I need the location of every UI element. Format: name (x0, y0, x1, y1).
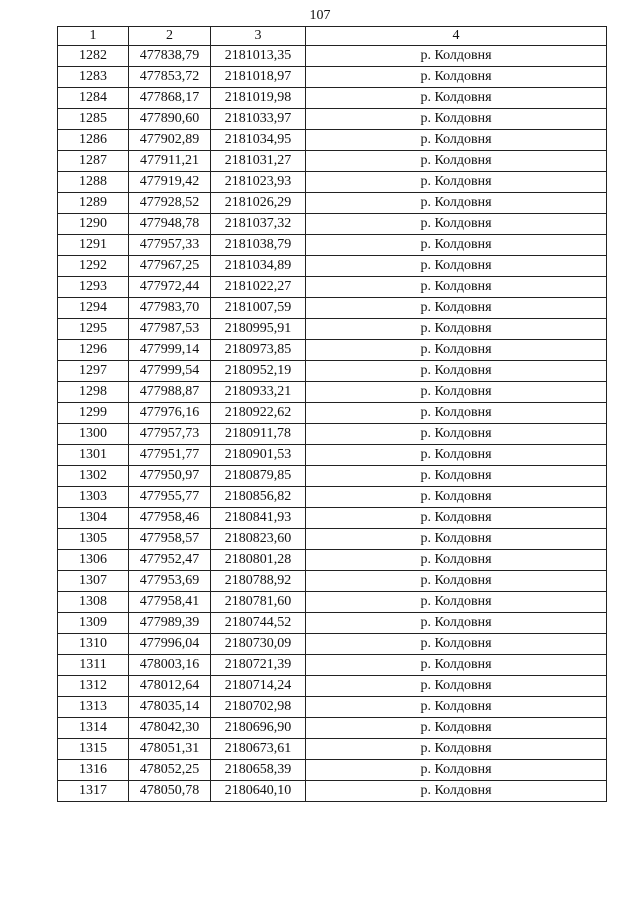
table-row (58, 739, 607, 760)
table-row (58, 340, 607, 361)
table-header-row (58, 27, 607, 46)
point-number-cell: 1285 (58, 109, 129, 130)
description-cell: р. Колдовня (306, 67, 607, 88)
table-row (58, 130, 607, 151)
description-cell: р. Колдовня (306, 760, 607, 781)
point-number-cell: 1294 (58, 298, 129, 319)
table-row (58, 277, 607, 298)
description-cell: р. Колдовня (306, 319, 607, 340)
point-number-cell: 1292 (58, 256, 129, 277)
description-cell: р. Колдовня (306, 781, 607, 802)
table-row (58, 193, 607, 214)
point-number-cell: 1316 (58, 760, 129, 781)
x-coordinate-cell: 478051,31 (129, 739, 211, 760)
table-row (58, 151, 607, 172)
y-coordinate-cell: 2180744,52 (211, 613, 306, 634)
point-number-cell: 1310 (58, 634, 129, 655)
point-number-cell: 1288 (58, 172, 129, 193)
point-number-cell: 1284 (58, 88, 129, 109)
y-coordinate-cell: 2181026,29 (211, 193, 306, 214)
description-cell: р. Колдовня (306, 235, 607, 256)
x-coordinate-cell: 477948,78 (129, 214, 211, 235)
y-coordinate-cell: 2180933,21 (211, 382, 306, 403)
y-coordinate-cell: 2181018,97 (211, 67, 306, 88)
y-coordinate-cell: 2181034,95 (211, 130, 306, 151)
table-row (58, 487, 607, 508)
table-row (58, 655, 607, 676)
x-coordinate-cell: 477950,97 (129, 466, 211, 487)
x-coordinate-cell: 477853,72 (129, 67, 211, 88)
x-coordinate-cell: 477967,25 (129, 256, 211, 277)
description-cell: р. Колдовня (306, 193, 607, 214)
x-coordinate-cell: 477919,42 (129, 172, 211, 193)
table-row (58, 46, 607, 67)
y-coordinate-cell: 2180823,60 (211, 529, 306, 550)
point-number-cell: 1293 (58, 277, 129, 298)
description-cell: р. Колдовня (306, 214, 607, 235)
description-cell: р. Колдовня (306, 487, 607, 508)
x-coordinate-cell: 477976,16 (129, 403, 211, 424)
y-coordinate-cell: 2181034,89 (211, 256, 306, 277)
table-row (58, 361, 607, 382)
y-coordinate-cell: 2180658,39 (211, 760, 306, 781)
description-cell: р. Колдовня (306, 361, 607, 382)
point-number-cell: 1317 (58, 781, 129, 802)
point-number-cell: 1308 (58, 592, 129, 613)
description-cell: р. Колдовня (306, 592, 607, 613)
point-number-cell: 1298 (58, 382, 129, 403)
y-coordinate-cell: 2181037,32 (211, 214, 306, 235)
y-coordinate-cell: 2180973,85 (211, 340, 306, 361)
description-cell: р. Колдовня (306, 424, 607, 445)
table-row (58, 298, 607, 319)
point-number-cell: 1303 (58, 487, 129, 508)
point-number-cell: 1315 (58, 739, 129, 760)
description-cell: р. Колдовня (306, 46, 607, 67)
description-cell: р. Колдовня (306, 529, 607, 550)
table-row (58, 697, 607, 718)
y-coordinate-cell: 2180673,61 (211, 739, 306, 760)
table-row (58, 424, 607, 445)
y-coordinate-cell: 2180952,19 (211, 361, 306, 382)
description-cell: р. Колдовня (306, 88, 607, 109)
y-coordinate-cell: 2181022,27 (211, 277, 306, 298)
x-coordinate-cell: 477999,14 (129, 340, 211, 361)
x-coordinate-cell: 477902,89 (129, 130, 211, 151)
table-row (58, 508, 607, 529)
table-row (58, 592, 607, 613)
y-coordinate-cell: 2180788,92 (211, 571, 306, 592)
column-header: 1 (58, 27, 129, 46)
description-cell: р. Колдовня (306, 172, 607, 193)
column-header: 4 (306, 27, 607, 46)
point-number-cell: 1302 (58, 466, 129, 487)
table-row (58, 550, 607, 571)
point-number-cell: 1313 (58, 697, 129, 718)
y-coordinate-cell: 2180781,60 (211, 592, 306, 613)
y-coordinate-cell: 2181023,93 (211, 172, 306, 193)
x-coordinate-cell: 477957,33 (129, 235, 211, 256)
point-number-cell: 1287 (58, 151, 129, 172)
point-number-cell: 1314 (58, 718, 129, 739)
point-number-cell: 1283 (58, 67, 129, 88)
y-coordinate-cell: 2180841,93 (211, 508, 306, 529)
y-coordinate-cell: 2180696,90 (211, 718, 306, 739)
point-number-cell: 1300 (58, 424, 129, 445)
column-header: 3 (211, 27, 306, 46)
y-coordinate-cell: 2181019,98 (211, 88, 306, 109)
point-number-cell: 1295 (58, 319, 129, 340)
column-header: 2 (129, 27, 211, 46)
coordinates-table (57, 26, 607, 802)
description-cell: р. Колдовня (306, 382, 607, 403)
y-coordinate-cell: 2181038,79 (211, 235, 306, 256)
table-row (58, 67, 607, 88)
y-coordinate-cell: 2181013,35 (211, 46, 306, 67)
description-cell: р. Колдовня (306, 109, 607, 130)
table-row (58, 88, 607, 109)
y-coordinate-cell: 2180702,98 (211, 697, 306, 718)
x-coordinate-cell: 477911,21 (129, 151, 211, 172)
description-cell: р. Колдовня (306, 151, 607, 172)
point-number-cell: 1297 (58, 361, 129, 382)
x-coordinate-cell: 477983,70 (129, 298, 211, 319)
x-coordinate-cell: 478003,16 (129, 655, 211, 676)
description-cell: р. Колдовня (306, 655, 607, 676)
x-coordinate-cell: 477989,39 (129, 613, 211, 634)
table-row (58, 571, 607, 592)
y-coordinate-cell: 2180801,28 (211, 550, 306, 571)
point-number-cell: 1306 (58, 550, 129, 571)
table-row (58, 382, 607, 403)
point-number-cell: 1305 (58, 529, 129, 550)
x-coordinate-cell: 478042,30 (129, 718, 211, 739)
y-coordinate-cell: 2180714,24 (211, 676, 306, 697)
table-row (58, 613, 607, 634)
table-row (58, 676, 607, 697)
description-cell: р. Колдовня (306, 718, 607, 739)
y-coordinate-cell: 2180640,10 (211, 781, 306, 802)
table-body (58, 46, 607, 802)
table-row (58, 319, 607, 340)
point-number-cell: 1286 (58, 130, 129, 151)
description-cell: р. Колдовня (306, 298, 607, 319)
x-coordinate-cell: 477952,47 (129, 550, 211, 571)
description-cell: р. Колдовня (306, 277, 607, 298)
point-number-cell: 1311 (58, 655, 129, 676)
table-row (58, 256, 607, 277)
x-coordinate-cell: 477988,87 (129, 382, 211, 403)
table-row (58, 172, 607, 193)
x-coordinate-cell: 478012,64 (129, 676, 211, 697)
table-row (58, 235, 607, 256)
x-coordinate-cell: 477951,77 (129, 445, 211, 466)
table-row (58, 445, 607, 466)
point-number-cell: 1282 (58, 46, 129, 67)
point-number-cell: 1312 (58, 676, 129, 697)
table-row (58, 781, 607, 802)
x-coordinate-cell: 478035,14 (129, 697, 211, 718)
y-coordinate-cell: 2180922,62 (211, 403, 306, 424)
x-coordinate-cell: 477958,41 (129, 592, 211, 613)
y-coordinate-cell: 2180879,85 (211, 466, 306, 487)
x-coordinate-cell: 477958,46 (129, 508, 211, 529)
x-coordinate-cell: 477928,52 (129, 193, 211, 214)
table-row (58, 214, 607, 235)
description-cell: р. Колдовня (306, 130, 607, 151)
x-coordinate-cell: 477953,69 (129, 571, 211, 592)
table-row (58, 529, 607, 550)
description-cell: р. Колдовня (306, 739, 607, 760)
point-number-cell: 1296 (58, 340, 129, 361)
description-cell: р. Колдовня (306, 445, 607, 466)
table-row (58, 634, 607, 655)
point-number-cell: 1309 (58, 613, 129, 634)
x-coordinate-cell: 477957,73 (129, 424, 211, 445)
description-cell: р. Колдовня (306, 613, 607, 634)
y-coordinate-cell: 2180721,39 (211, 655, 306, 676)
y-coordinate-cell: 2180995,91 (211, 319, 306, 340)
description-cell: р. Колдовня (306, 697, 607, 718)
table-row (58, 718, 607, 739)
table-row (58, 760, 607, 781)
table-row (58, 109, 607, 130)
x-coordinate-cell: 477868,17 (129, 88, 211, 109)
description-cell: р. Колдовня (306, 676, 607, 697)
point-number-cell: 1299 (58, 403, 129, 424)
y-coordinate-cell: 2181007,59 (211, 298, 306, 319)
point-number-cell: 1307 (58, 571, 129, 592)
x-coordinate-cell: 478050,78 (129, 781, 211, 802)
point-number-cell: 1289 (58, 193, 129, 214)
page-number: 107 (309, 8, 331, 23)
y-coordinate-cell: 2181033,97 (211, 109, 306, 130)
x-coordinate-cell: 477999,54 (129, 361, 211, 382)
y-coordinate-cell: 2180730,09 (211, 634, 306, 655)
x-coordinate-cell: 477972,44 (129, 277, 211, 298)
description-cell: р. Колдовня (306, 403, 607, 424)
table-row (58, 403, 607, 424)
x-coordinate-cell: 477996,04 (129, 634, 211, 655)
x-coordinate-cell: 477958,57 (129, 529, 211, 550)
point-number-cell: 1290 (58, 214, 129, 235)
description-cell: р. Колдовня (306, 256, 607, 277)
description-cell: р. Колдовня (306, 508, 607, 529)
y-coordinate-cell: 2180856,82 (211, 487, 306, 508)
description-cell: р. Колдовня (306, 340, 607, 361)
description-cell: р. Колдовня (306, 550, 607, 571)
point-number-cell: 1304 (58, 508, 129, 529)
point-number-cell: 1301 (58, 445, 129, 466)
point-number-cell: 1291 (58, 235, 129, 256)
x-coordinate-cell: 477890,60 (129, 109, 211, 130)
x-coordinate-cell: 477955,77 (129, 487, 211, 508)
description-cell: р. Колдовня (306, 466, 607, 487)
y-coordinate-cell: 2180911,78 (211, 424, 306, 445)
y-coordinate-cell: 2180901,53 (211, 445, 306, 466)
description-cell: р. Колдовня (306, 634, 607, 655)
x-coordinate-cell: 478052,25 (129, 760, 211, 781)
y-coordinate-cell: 2181031,27 (211, 151, 306, 172)
x-coordinate-cell: 477987,53 (129, 319, 211, 340)
description-cell: р. Колдовня (306, 571, 607, 592)
table-row (58, 466, 607, 487)
x-coordinate-cell: 477838,79 (129, 46, 211, 67)
